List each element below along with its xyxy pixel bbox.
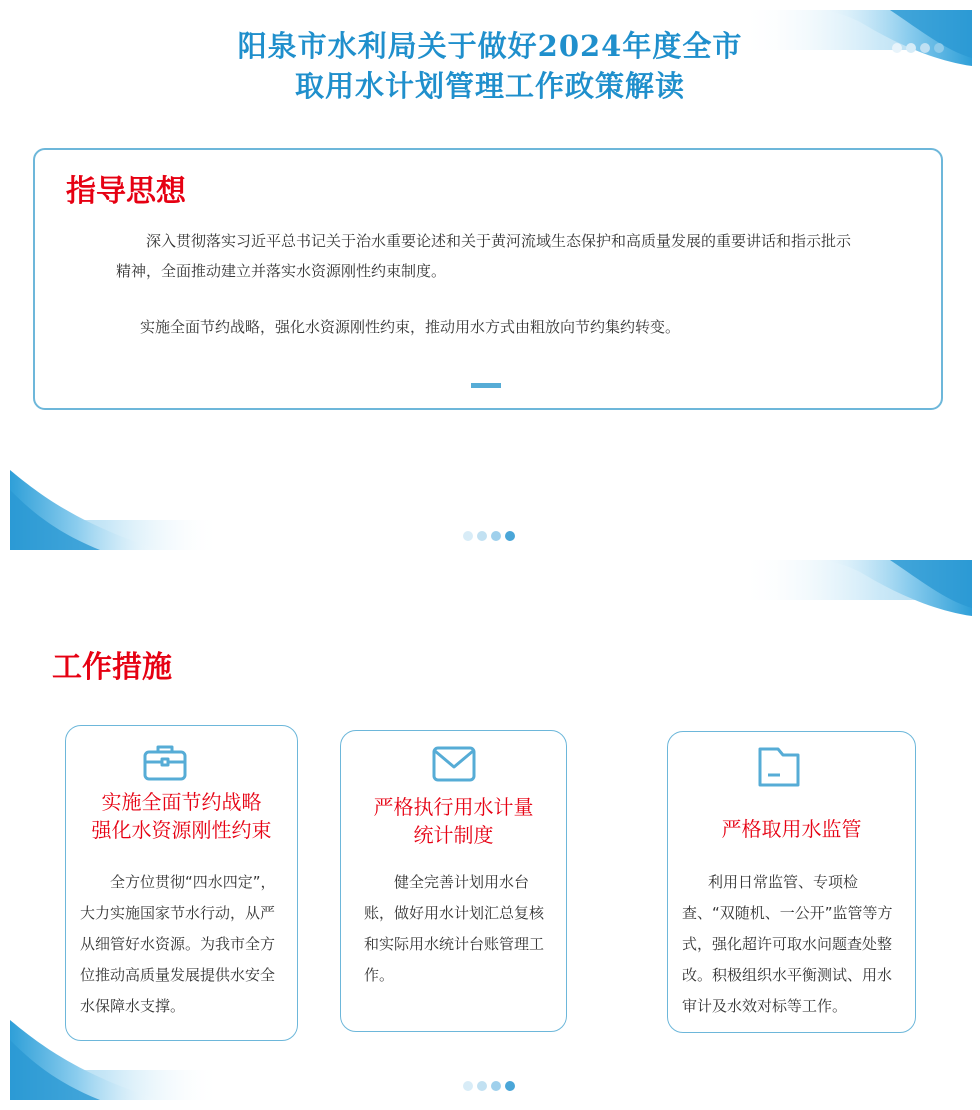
carousel-dot[interactable] [505,531,515,541]
panel-accent-bar [471,383,501,388]
carousel-dot[interactable] [477,1081,487,1091]
guiding-ideology-paragraph-1: 深入贯彻落实习近平总书记关于治水重要论述和关于黄河流域生态保护和高质量发展的重要讲话和指示批示精神，全面推动建立并落实水资源刚性约束制度。 [116,232,852,280]
carousel-dot[interactable] [463,531,473,541]
carousel-dot[interactable] [491,531,501,541]
carousel-dot[interactable] [505,1081,515,1091]
work-measures-heading: 工作措施 [52,650,172,685]
guiding-ideology-heading: 指导思想 [66,174,186,209]
carousel-dots-1[interactable] [463,531,515,541]
page-title-line1: 阳泉市水利局关于做好2024年度全市 [237,29,743,63]
carousel-dot[interactable] [477,531,487,541]
decor-wave-bottom-left-2 [10,1020,220,1100]
measure-card-1-title-line1: 实施全面节约战略 [101,790,262,814]
guiding-ideology-paragraph-2: 实施全面节约战略，强化水资源刚性约束，推动用水方式由粗放向节约集约转变。 [140,318,681,336]
carousel-dots-2[interactable] [463,1081,515,1091]
page-title-line2: 取用水计划管理工作政策解读 [294,69,685,103]
measure-card-2-title-line1: 严格执行用水计量 [373,795,534,819]
measure-card-3-title: 严格取用水监管 [721,817,862,841]
decor-wave-top-right-2 [740,560,972,616]
page-title [0,26,980,106]
carousel-dot[interactable] [463,1081,473,1091]
measure-card-3-body: 利用日常监管、专项检查、“双随机、一公开”监管等方式，强化超许可取水问题查处整改。积极组织水平衡测试、用水审计及水效对标等工作。 [682,873,893,1015]
measure-card-1-body: 全方位贯彻“四水四定”，大力实施国家节水行动，从严从细管好水资源。为我市全方位推动高质量发展提供水安全水保障水支撑。 [80,873,276,1015]
measure-card-2-title-line2: 统计制度 [413,823,494,847]
measure-card-1-title [65,788,298,844]
decor-wave-bottom-left [10,470,220,550]
measure-card-2-title [340,793,567,849]
measure-card-1-title-line2: 强化水资源刚性约束 [91,818,272,842]
folder-icon [756,745,802,785]
measure-card-2-body: 健全完善计划用水台账，做好用水计划汇总复核和实际用水统计台账管理工作。 [364,873,545,984]
carousel-dot[interactable] [491,1081,501,1091]
briefcase-icon [142,742,188,782]
envelope-icon [431,745,477,785]
